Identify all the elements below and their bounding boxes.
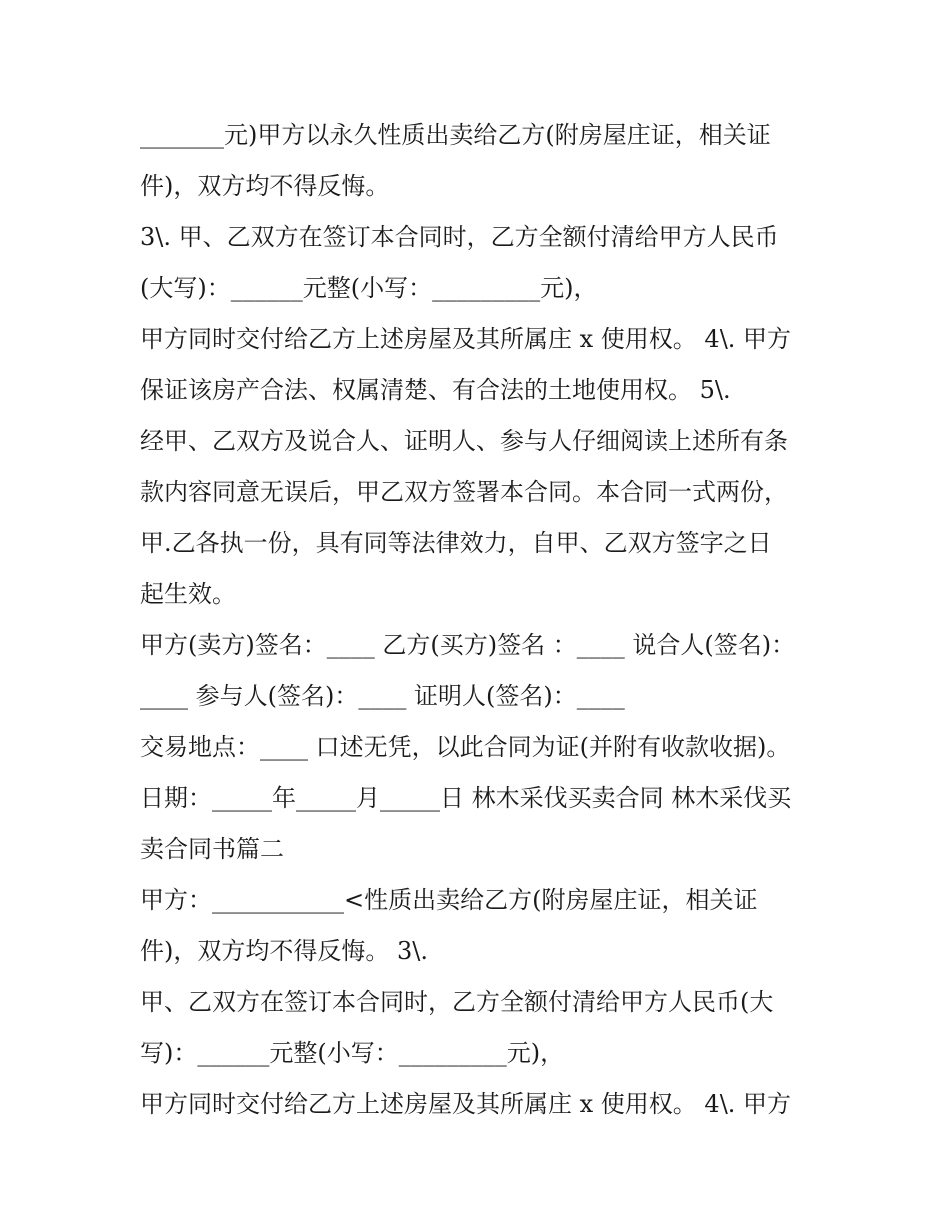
text-line: 件)，双方均不得反悔。 3\. xyxy=(140,937,428,965)
text-line: 写)：______元整(小写：_________元)， xyxy=(140,1039,565,1067)
text-line: 件)，双方均不得反悔。 xyxy=(140,172,390,200)
text-line: 交易地点：____ 口述无凭，以此合同为证(并附有收款收据)。 xyxy=(140,733,791,761)
text-line: (大写)：______元整(小写：_________元)， xyxy=(140,274,598,302)
signature-line: ____ 参与人(签名)：____ 证明人(签名)：____ xyxy=(140,682,625,710)
text-line: 保证该房产合法、权属清楚、有合法的土地使用权。 5\. xyxy=(140,376,731,404)
text-line: 款内容同意无误后，甲乙双方签署本合同。本合同一式两份， xyxy=(140,478,788,506)
contract-text xyxy=(140,110,820,1130)
text-line: 起生效。 xyxy=(140,580,236,608)
text-line: 甲、乙双方在签订本合同时，乙方全额付清给甲方人民币(大 xyxy=(140,988,774,1016)
text-line: 经甲、乙双方及说合人、证明人、参与人仔细阅读上述所有条 xyxy=(140,427,788,455)
text-line: 3\. 甲、乙双方在签订本合同时，乙方全额付清给甲方人民币 xyxy=(140,223,779,251)
text-line: 卖合同书篇二 xyxy=(140,835,284,863)
text-line: 甲方同时交付给乙方上述房屋及其所属庄 x 使用权。 4\. 甲方 xyxy=(140,1090,792,1118)
text-line: 甲.乙各执一份，具有同等法律效力，自甲、乙双方签字之日 xyxy=(140,529,772,557)
text-line: 甲方同时交付给乙方上述房屋及其所属庄 x 使用权。 4\. 甲方 xyxy=(140,325,792,353)
date-line: 日期：_____年_____月_____日 林木采伐买卖合同 林木采伐买 xyxy=(140,784,792,812)
text-line: _______元)甲方以永久性质出卖给乙方(附房屋庄证，相关证 xyxy=(140,121,771,149)
signature-line: 甲方(卖方)签名：____ 乙方(买方)签名 ：____ 说合人(签名)： xyxy=(140,631,796,659)
text-line: 甲方：___________<性质出卖给乙方(附房屋庄证，相关证 xyxy=(140,886,758,914)
